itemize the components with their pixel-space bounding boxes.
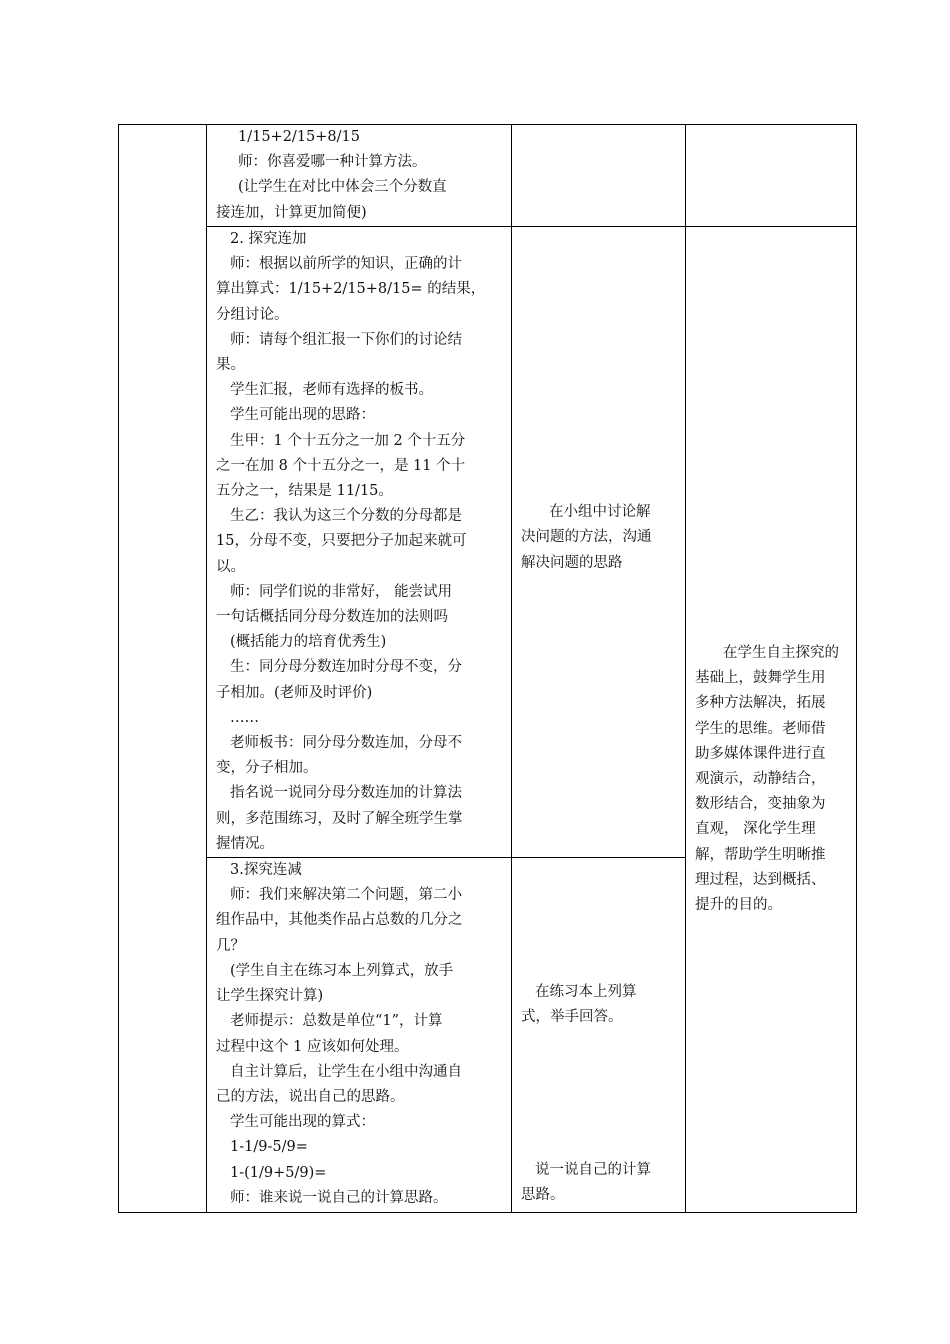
text-line: 在练习本上列算 xyxy=(535,984,637,1001)
text-line: 直观， 深化学生理 xyxy=(695,821,816,838)
design-intent-cell xyxy=(686,227,857,1213)
text-line: 指名说一说同分母分数连加的计算法 xyxy=(230,785,462,802)
text-line: 则，多范围练习，及时了解全班学生掌 xyxy=(216,810,463,827)
text-line: 老师板书：同分母分数连加，分母不 xyxy=(230,735,462,752)
teaching-process-cell xyxy=(207,227,512,858)
table-row xyxy=(119,125,857,227)
text-line: 15，分母不变，只要把分子加起来就可 xyxy=(216,533,467,550)
text-line: 决问题的方法，沟通 xyxy=(521,529,652,546)
text-line: 师：根据以前所学的知识，正确的计 xyxy=(230,256,462,273)
text-line: 师：谁来说一说自己的计算思路。 xyxy=(230,1189,448,1206)
text-line: 多种方法解决，拓展 xyxy=(695,695,826,712)
formula-line: 1-1/9-5/9= xyxy=(230,1139,308,1156)
text-line: 几？ xyxy=(216,937,245,954)
teaching-process-cell xyxy=(207,125,512,227)
text-line: 提升的目的。 xyxy=(695,896,782,913)
text-line: 之一在加 8 个十五分之一，是 11 个十 xyxy=(216,457,466,474)
text-line: 基础上，鼓舞学生用 xyxy=(695,670,826,687)
text-line: 学生汇报，老师有选择的板书。 xyxy=(230,382,433,399)
text-line: 解决问题的思路 xyxy=(521,554,623,571)
text-line: 助多媒体课件进行直 xyxy=(695,745,826,762)
stage-column-cell xyxy=(119,125,207,1213)
section-heading: 2. 探究连加 xyxy=(230,231,307,247)
text-line: 己的方法，说出自己的思路。 xyxy=(216,1088,405,1105)
student-activity-cell xyxy=(512,858,686,1213)
text-line: …… xyxy=(230,709,259,726)
table-row xyxy=(119,227,857,858)
text-line: (让学生在对比中体会三个分数直 xyxy=(238,179,447,196)
formula-line: 1-(1/9+5/9)= xyxy=(230,1164,327,1181)
text-line: 解，帮助学生明晰推 xyxy=(695,846,826,863)
text-line: (学生自主在练习本上列算式，放手 xyxy=(230,962,454,979)
text-line: (概括能力的培育优秀生) xyxy=(230,634,387,651)
section-heading: 3.探究连减 xyxy=(230,862,302,879)
text-line: 接连加，计算更加简便) xyxy=(216,204,367,221)
text-line: 让学生探究计算) xyxy=(216,988,324,1005)
text-line: 学生可能出现的思路： xyxy=(230,407,375,424)
text-line: 在小组中讨论解 xyxy=(549,504,651,521)
text-line: 以。 xyxy=(216,558,245,575)
text-line: 观演示，动静结合， xyxy=(695,770,826,787)
text-line: 思路。 xyxy=(521,1187,565,1204)
text-line: 生甲：1 个十五分之一加 2 个十五分 xyxy=(230,432,466,449)
text-line: 过程中这个 1 应该如何处理。 xyxy=(216,1038,409,1055)
text-line: 组作品中，其他类作品占总数的几分之 xyxy=(216,912,463,929)
text-line: 数形结合，变抽象为 xyxy=(695,796,826,813)
text-line: 说一说自己的计算 xyxy=(535,1162,651,1179)
text-line: 果。 xyxy=(216,357,245,374)
text-line: 师：你喜爱哪一种计算方法。 xyxy=(238,154,427,171)
text-line: 师：请每个组汇报一下你们的讨论结 xyxy=(230,331,462,348)
text-line: 一句话概括同分母分数连加的法则吗 xyxy=(216,609,448,626)
lesson-plan-table xyxy=(118,124,857,1213)
text-line: 变，分子相加。 xyxy=(216,760,318,777)
text-line: 1/15+2/15+8/15 xyxy=(238,129,360,145)
text-line: 五分之一，结果是 11/15。 xyxy=(216,483,393,500)
text-line: 师：同学们说的非常好， 能尝试用 xyxy=(230,583,453,600)
design-intent-cell xyxy=(686,125,857,227)
student-activity-cell xyxy=(512,125,686,227)
text-line: 师：我们来解决第二个问题，第二小 xyxy=(230,887,462,904)
text-line: 生乙：我认为这三个分数的分母都是 xyxy=(230,508,462,525)
text-line: 生：同分母分数连加时分母不变，分 xyxy=(230,659,462,676)
text-line: 学生可能出现的算式： xyxy=(230,1114,375,1131)
text-line: 分组讨论。 xyxy=(216,306,289,323)
text-line: 自主计算后，让学生在小组中沟通自 xyxy=(230,1063,462,1080)
text-line: 子相加。(老师及时评价) xyxy=(216,684,373,701)
text-line: 在学生自主探究的 xyxy=(723,644,839,661)
text-line: 老师提示：总数是单位“1”，计算 xyxy=(230,1013,443,1030)
text-line: 式，举手回答。 xyxy=(521,1009,623,1026)
text-line: 理过程，达到概括、 xyxy=(695,871,826,888)
text-line: 算出算式：1/15+2/15+8/15= 的结果， xyxy=(216,281,486,298)
text-line: 握情况。 xyxy=(216,835,274,852)
teaching-process-cell xyxy=(207,858,512,1213)
text-line: 学生的思维。老师借 xyxy=(695,720,826,737)
student-activity-cell xyxy=(512,227,686,858)
